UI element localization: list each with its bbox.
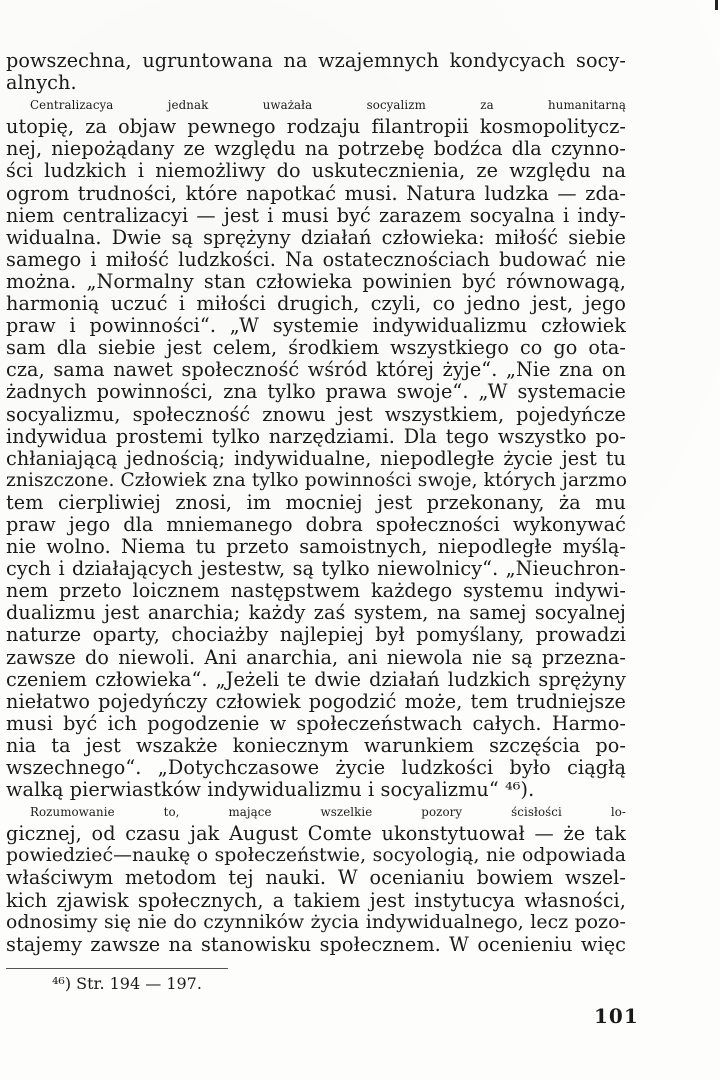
text-line: naturze oparty, chociażby najlepiej był pomyślany, prowadzi <box>6 623 626 647</box>
text-line: niełatwo pojedyńczy człowiek pogodzić może, tem trudniejsze <box>6 689 626 713</box>
text-line: indywidua prostemi tylko narzędziami. Dla tego wszystko po- <box>6 424 626 448</box>
text-line: czeniem człowieka“. „Jeżeli te dwie działań ludzkich sprężyny <box>6 667 626 691</box>
text-line: powszechna, ugruntowana na wzajemnych kondycyach socy- <box>6 49 626 72</box>
text-line: musi być ich pogodzenie w społeczeństwach całych. Harmo- <box>6 711 626 735</box>
text-line: praw i powinności“. „W systemie indywidualizmu człowiek <box>6 314 626 338</box>
text-line: żadnych powinności, zna tylko prawa swoje“. „W systemacie <box>6 380 626 404</box>
text-line: walką pierwiastków indywidualizmu i socyalizmu“ ⁴⁶). <box>6 778 535 802</box>
text-line: Rozumowanie to, mające wszelkie pozory ścisłości lo- <box>30 805 626 820</box>
text-line: samego i miłość ludzkości. Na ostatecznościach budować nie <box>6 247 626 271</box>
text-line: nia ta jest wszakże koniecznym warunkiem szczęścia po- <box>6 733 626 757</box>
text-line: harmonią uczuć i miłości drugich, czyli, co jedno jest, jego <box>6 292 626 316</box>
page-number: 101 <box>594 1004 639 1028</box>
text-line: sam dla siebie jest celem, środkiem wszystkiego co go ota- <box>6 336 626 360</box>
text-line: gicznej, od czasu jak August Comte ukonstytuował — że tak <box>6 822 626 846</box>
text-line: praw jego dla mniemanego dobra społeczności wykonywać <box>6 512 626 536</box>
text-line: cych i działających jestestw, są tylko niewolnicy“. „Nieuchron- <box>6 557 626 581</box>
text-line: cza, sama nawet społeczność wśród której żyje“. „Nie zna on <box>6 358 626 382</box>
text-line: nej, niepożądany ze względu na potrzebę bodźca dla czynno- <box>6 137 626 161</box>
text-line: można. „Normalny stan człowieka powinien być równowagą, <box>6 269 626 293</box>
text-line: zawsze do niewoli. Ani anarchia, ani niewola nie są przezna- <box>6 645 626 669</box>
text-line: ogrom trudności, które napotkać musi. Natura ludzka — zda- <box>6 181 626 205</box>
text-line: utopię, za objaw pewnego rodzaju filantropii kosmopolitycz- <box>6 115 626 139</box>
footnote: ⁴⁶) Str. 194 — 197. <box>52 974 202 993</box>
text-line: widualna. Dwie są sprężyny działań człowieka: miłość siebie <box>6 225 626 249</box>
text-line: odnosimy się nie do czynników życia indywidualnego, lecz pozo- <box>6 911 626 933</box>
text-line: zniszczone. Człowiek zna tylko powinności swoje, których jarzmo <box>6 469 628 491</box>
text-line: powiedzieć—naukę o społeczeństwie, socyologią, nie odpowiada <box>6 845 626 867</box>
text-line: chłaniającą jednością; indywidualne, niepodległe życie jest tu <box>6 446 626 470</box>
scan-edge-mark <box>715 0 718 10</box>
text-line: właściwym metodom tej nauki. W ocenianiu bowiem wszel- <box>6 866 626 890</box>
text-line: kich zjawisk społecznych, a takiem jest instytucya własności, <box>6 888 626 912</box>
text-line: nie wolno. Niema tu przeto samoistnych, niepodległe myślą- <box>6 535 626 559</box>
text-line: tem cierpliwiej znosi, im mocniej jest przekonany, ża mu <box>6 490 626 514</box>
text-line: ści ludzkich i niemożliwy do uskutecznienia, ze względu na <box>6 159 626 183</box>
text-line: stajemy zawsze na stanowisku społecznem. W ocenieniu więc <box>6 932 626 956</box>
text-line: nem przeto loicznem następstwem każdego systemu indywi- <box>6 579 626 603</box>
text-line: alnych. <box>6 71 77 95</box>
body-text <box>6 50 626 956</box>
text-line: niem centralizacyi — jest i musi być zarazem socyalna i indy- <box>6 203 626 227</box>
text-line: socyalizmu, społeczność znowu jest wszystkiem, pojedyńcze <box>6 402 626 426</box>
footnote-divider <box>6 968 228 969</box>
text-line: dualizmu jest anarchia; każdy zaś system, na samej socyalnej <box>6 601 626 625</box>
text-line: wszechnego“. „Dotychczasowe życie ludzkości było ciągłą <box>6 756 626 779</box>
text-line: Centralizacya jednak uważała socyalizm za humanitarną <box>30 98 626 113</box>
